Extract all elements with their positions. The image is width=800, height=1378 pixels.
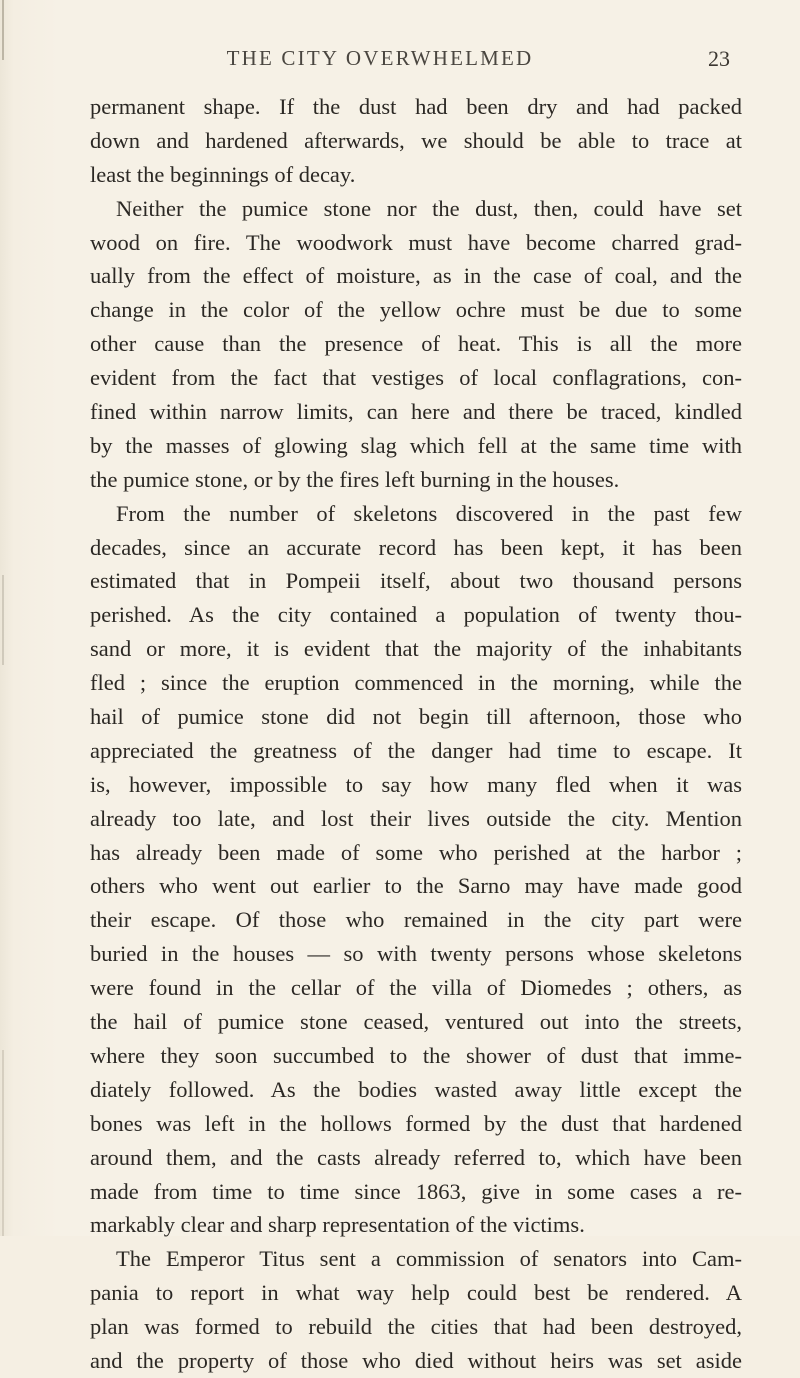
text-line: other cause than the presence of heat. This is all the more <box>90 331 742 357</box>
text-line: markably clear and sharp representation of the victims. <box>90 1212 585 1238</box>
text-line: fled ; since the eruption commenced in the morning, while the <box>90 670 742 696</box>
text-line: the hail of pumice stone ceased, ventured out into the streets, <box>90 1009 742 1035</box>
text-line: around them, and the casts already referred to, which have been <box>90 1144 742 1170</box>
text-line: and the property of those who died without heirs was set aside <box>90 1347 742 1373</box>
text-line: pania to report in what way help could best be rendered. A <box>90 1280 742 1306</box>
text-line: decades, since an accurate record has been kept, it has been <box>90 534 742 560</box>
text-line: made from time to time since 1863, give in some cases a re- <box>90 1178 742 1204</box>
text-line: has already been made of some who perished at the harbor ; <box>90 839 742 865</box>
text-line: where they soon succumbed to the shower of dust that imme- <box>90 1042 742 1068</box>
text-line: permanent shape. If the dust had been dry and had packed <box>90 94 742 119</box>
text-line: down and hardened afterwards, we should be able to trace at <box>90 127 742 153</box>
text-line: evident from the fact that vestiges of local conflagrations, con- <box>90 365 742 391</box>
page-number: 23 <box>708 46 730 71</box>
text-line: buried in the houses — so with twenty persons whose skeletons <box>90 941 742 967</box>
text-line: bones was left in the hollows formed by the dust that hardened <box>90 1110 742 1136</box>
gutter-shadow <box>2 0 4 60</box>
text-line: The Emperor Titus sent a commission of senators into Cam- <box>116 1246 742 1272</box>
text-line: change in the color of the yellow ochre must be due to some <box>90 297 742 323</box>
text-line: hail of pumice stone did not begin till afternoon, those who <box>90 704 742 730</box>
running-title: THE CITY OVERWHELMED <box>226 46 534 70</box>
text-line: Neither the pumice stone nor the dust, then, could have set <box>116 195 742 221</box>
text-line: were found in the cellar of the villa of Diomedes ; others, as <box>90 975 742 1001</box>
body-text <box>90 90 742 1378</box>
text-line: appreciated the greatness of the danger had time to escape. It <box>90 737 742 763</box>
text-line: already too late, and lost their lives outside the city. Mention <box>90 805 742 831</box>
text-line: wood on fire. The woodwork must have become charred grad- <box>90 229 742 255</box>
text-line: their escape. Of those who remained in the city part were <box>90 907 742 933</box>
text-line: least the beginnings of decay. <box>90 161 356 187</box>
text-line: others who went out earlier to the Sarno may have made good <box>90 873 742 899</box>
text-line: perished. As the city contained a population of twenty thou- <box>90 602 742 628</box>
text-line: by the masses of glowing slag which fell at the same time with <box>90 432 742 458</box>
text-line: ually from the effect of moisture, as in the case of coal, and the <box>90 263 742 289</box>
gutter-shadow <box>2 575 4 665</box>
text-line: the pumice stone, or by the fires left burning in the houses. <box>90 466 620 492</box>
text-line: diately followed. As the bodies wasted away little except the <box>90 1076 742 1102</box>
text-line: plan was formed to rebuild the cities that had been destroyed, <box>90 1314 742 1340</box>
gutter-shadow <box>2 1050 4 1236</box>
text-line: is, however, impossible to say how many fled when it was <box>90 771 742 797</box>
text-line: fined within narrow limits, can here and there be traced, kindled <box>90 399 742 425</box>
text-line: estimated that in Pompeii itself, about two thousand persons <box>90 568 742 594</box>
text-line: From the number of skeletons discovered in the past few <box>116 500 742 526</box>
text-line: sand or more, it is evident that the majority of the inhabitants <box>90 636 742 662</box>
